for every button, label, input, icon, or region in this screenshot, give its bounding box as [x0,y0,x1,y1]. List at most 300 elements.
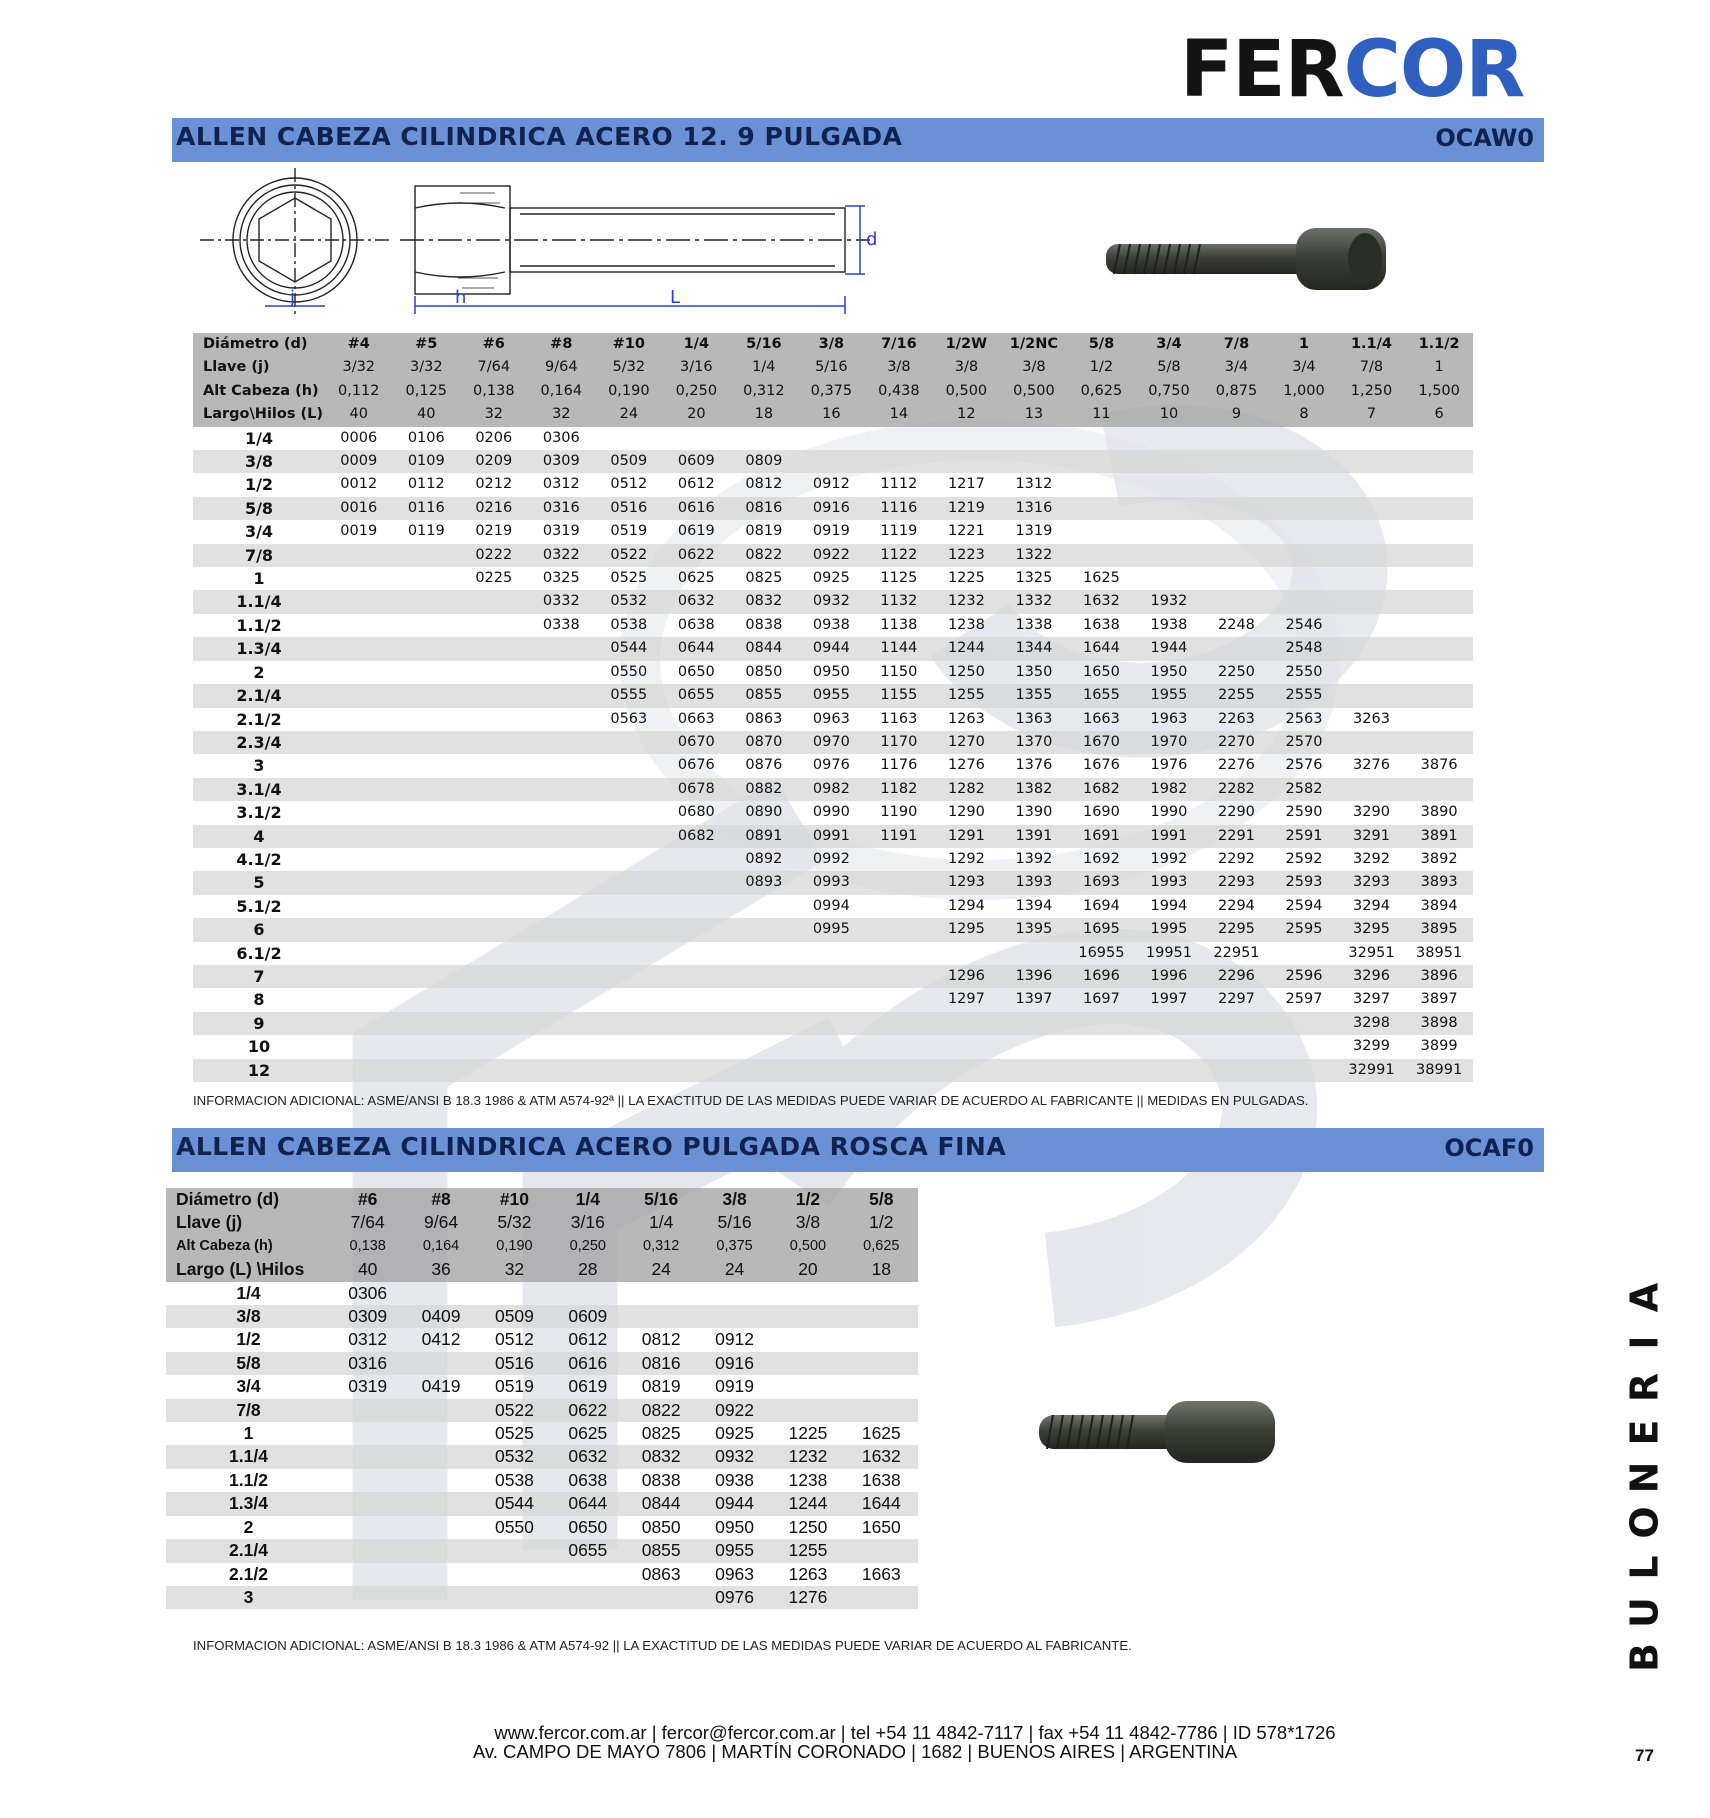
code-cell: 0932 [698,1445,771,1468]
code-cell: 0893 [730,871,798,894]
code-cell: 1963 [1150,710,1188,727]
code-cell [595,1035,663,1058]
code-cell: 0876 [745,757,783,774]
code-cell [331,1516,404,1539]
code-cell: 2591 [1270,825,1338,848]
code-cell: 1690 [1082,804,1120,821]
code-cell [1000,450,1068,473]
code-cell [528,1059,596,1082]
code-cell [393,1035,461,1058]
code-cell: 16955 [1078,944,1125,961]
table-row [193,965,1473,988]
table-row [166,1375,918,1398]
header-cell: 1/4 [551,1188,624,1211]
code-cell [325,942,393,965]
side-letter: N [1622,1461,1667,1494]
code-cell [595,731,663,754]
code-cell [1135,450,1203,473]
header-cell: 1.1/2 [1405,333,1473,356]
code-cell: 0838 [641,1469,681,1490]
code-cell [1270,1035,1338,1058]
code-cell [460,801,528,824]
code-cell: 1382 [1000,778,1068,801]
header-cell: 9 [1203,403,1271,426]
code-cell: 1238 [788,1469,828,1490]
code-cell [771,1328,844,1351]
code-cell: 0216 [460,497,528,520]
code-cell [325,895,393,918]
code-cell: 1650 [861,1516,901,1537]
code-cell: 2546 [1285,616,1323,633]
table-row [193,731,1473,754]
page-number: 77 [1635,1746,1654,1765]
code-cell [845,1282,918,1305]
code-cell: 2550 [1285,663,1323,680]
header-cell: 32 [528,403,596,426]
drawing-label-h: h [455,287,467,308]
code-cell: 0222 [460,544,528,567]
code-cell [663,988,731,1011]
code-cell [845,1586,918,1609]
section2-code: OCAF0 [1444,1134,1534,1162]
header-cell: 11 [1068,403,1136,426]
code-cell: 1255 [771,1539,844,1562]
table-row [193,590,1473,613]
code-cell [460,778,528,801]
code-cell: 1691 [1068,825,1136,848]
code-cell [460,825,528,848]
code-cell: 1316 [1000,497,1068,520]
section2-note: INFORMACION ADICIONAL: ASME/ANSI B 18.3 1986 & ATM A574-92 || LA EXACTITUD DE LAS MEDIDAS PUEDE VARIAR DE ACUERDO AL FABRICANTE. [193,1638,1132,1653]
code-cell [1135,544,1203,567]
code-cell [325,637,393,660]
code-cell: 0622 [551,1399,624,1422]
header-cell: 0,250 [551,1235,624,1258]
code-cell: 1697 [1082,991,1120,1008]
code-cell [1203,427,1271,450]
table-row [193,497,1473,520]
header-row-diametro [193,333,1473,356]
length-cell: 1/4 [244,428,274,448]
code-cell: 0844 [730,637,798,660]
code-cell [393,731,461,754]
code-cell: 2593 [1270,871,1338,894]
code-cell: 0619 [568,1376,608,1397]
code-cell: 1190 [880,804,918,821]
code-cell: 0306 [542,429,580,446]
code-cell: 2297 [1218,991,1255,1008]
code-cell: 2563 [1285,710,1323,727]
code-cell [551,1282,624,1305]
code-cell [730,965,798,988]
length-cell: 1/4 [236,1282,261,1303]
code-cell: 0816 [625,1352,698,1375]
code-cell [1203,497,1271,520]
header-cell: 5/16 [730,333,798,356]
code-cell [528,708,596,731]
code-cell: 1221 [947,523,985,540]
header-label-diametro: Diámetro (d) [193,333,325,356]
code-cell: 1255 [933,684,1001,707]
code-cell [865,918,933,941]
code-cell [933,450,1001,473]
header-cell: 0,750 [1135,380,1203,403]
code-cell: 0963 [812,710,850,727]
table-row [166,1586,918,1609]
code-cell [933,1059,1001,1082]
length-cell: 5.1/2 [236,896,282,916]
header-label-largo: Largo (L) \Hilos [166,1258,331,1281]
code-cell [393,871,461,894]
logo-text-cor: COR [1343,25,1525,115]
code-cell: 2295 [1203,918,1271,941]
header-cell: 1/2 [771,1188,844,1211]
code-cell: 1693 [1068,871,1136,894]
code-cell: 0922 [698,1399,771,1422]
code-cell [404,1586,477,1609]
length-cell: 3/8 [193,450,325,473]
code-cell: 32951 [1348,944,1395,961]
side-letter: R [1622,1372,1667,1403]
code-cell [595,965,663,988]
code-cell: 0632 [663,590,731,613]
code-cell: 2570 [1270,731,1338,754]
code-cell [933,1035,1001,1058]
code-cell: 1250 [947,663,985,680]
code-cell [845,1305,918,1328]
header-cell: #6 [460,333,528,356]
header-cell: 5/16 [625,1188,698,1211]
code-cell [325,590,393,613]
code-cell: 0680 [677,804,715,821]
code-cell: 3295 [1338,918,1406,941]
code-cell [528,731,596,754]
length-cell: 4 [193,825,325,848]
code-cell [393,1012,461,1035]
code-cell [1000,942,1068,965]
header-cell: 0,500 [933,380,1001,403]
code-cell: 0563 [610,710,648,727]
footer-contact: www.fercor.com.ar | fercor@fercor.com.ar | tel +54 11 4842-7117 | fax +54 11 4842-7786 | ID 578*1726 [494,1722,1336,1743]
header-row-diametro [166,1188,918,1211]
code-cell: 0006 [340,429,378,446]
table-row [193,848,1473,871]
code-cell: 2555 [1270,684,1338,707]
code-cell: 0225 [475,570,513,587]
code-cell: 1670 [1068,731,1136,754]
code-cell [730,1035,798,1058]
code-cell [1405,614,1473,637]
header-cell: 0,500 [771,1235,844,1258]
header-cell: 3/4 [1203,356,1271,379]
code-cell [865,848,933,871]
code-cell: 0882 [730,778,798,801]
header-cell: 3/8 [771,1211,844,1234]
section1-banner [172,118,1544,162]
header-cell: 3/8 [933,356,1001,379]
code-cell [1000,427,1068,450]
code-cell: 0522 [478,1399,551,1422]
code-cell [528,801,596,824]
length-cell: 3.1/2 [236,803,282,823]
code-cell: 1990 [1150,804,1188,821]
code-cell [1270,1059,1338,1082]
table-row [193,637,1473,660]
code-cell: 0678 [663,778,731,801]
code-cell [325,871,393,894]
code-cell [1405,473,1473,496]
code-cell [1068,473,1136,496]
code-cell: 0832 [730,590,798,613]
length-cell: 2.1/2 [229,1563,268,1584]
code-cell: 1393 [1000,871,1068,894]
header-cell: 0,190 [478,1235,551,1258]
code-cell: 2255 [1203,684,1271,707]
table-row [193,544,1473,567]
code-cell: 0950 [812,663,850,680]
code-cell [325,825,393,848]
table-row [166,1328,918,1351]
code-cell [1203,544,1271,567]
code-cell [460,965,528,988]
code-cell: 0209 [460,450,528,473]
code-cell: 1632 [1068,590,1136,613]
code-cell: 0532 [478,1445,551,1468]
table-row [193,1059,1473,1082]
code-cell [771,1305,844,1328]
code-cell [404,1352,477,1375]
length-cell: 2.1/2 [236,709,282,729]
code-cell [404,1563,477,1586]
code-cell [393,988,461,1011]
code-cell [528,1035,596,1058]
code-cell [460,708,528,731]
code-cell: 1644 [1068,637,1136,660]
code-cell [1405,567,1473,590]
code-cell: 1232 [933,590,1001,613]
code-cell [1338,731,1406,754]
code-cell [551,1563,624,1586]
code-cell: 1695 [1068,918,1136,941]
table-row [193,918,1473,941]
length-cell: 1.3/4 [166,1492,331,1515]
code-cell: 1391 [1000,825,1068,848]
code-cell: 1270 [933,731,1001,754]
code-cell [325,965,393,988]
code-cell [798,988,866,1011]
table-row [193,871,1473,894]
code-cell [1270,520,1338,543]
code-cell [1338,778,1406,801]
code-cell: 0819 [641,1376,681,1397]
code-cell [1135,1059,1203,1082]
code-cell: 0544 [595,637,663,660]
code-cell: 0632 [551,1445,624,1468]
code-cell: 0644 [551,1492,624,1515]
code-cell: 1370 [1000,731,1068,754]
length-cell: 2.1/4 [166,1539,331,1562]
code-cell: 1163 [880,710,918,727]
code-cell: 0670 [663,731,731,754]
header-row-alt [166,1235,918,1258]
code-cell: 1319 [1015,523,1053,540]
code-cell: 0119 [407,523,445,540]
code-cell [393,848,461,871]
code-cell: 0319 [542,523,580,540]
code-cell: 3897 [1420,991,1458,1008]
header-cell: 1/4 [625,1211,698,1234]
code-cell [325,778,393,801]
code-cell: 2248 [1218,616,1255,633]
code-cell [393,825,461,848]
code-cell: 1991 [1135,825,1203,848]
header-cell: #8 [404,1188,477,1211]
code-cell: 3899 [1420,1038,1458,1055]
code-cell: 0309 [331,1305,404,1328]
code-cell [393,708,461,731]
code-cell [865,871,933,894]
code-cell: 0676 [677,757,715,774]
code-cell: 2282 [1203,778,1271,801]
code-cell [325,544,393,567]
drawing-label-d: d [866,229,878,250]
length-cell: 2.3/4 [193,731,325,754]
code-cell [663,895,731,918]
length-cell: 9 [193,1012,325,1035]
header-cell: 1/2 [1068,356,1136,379]
code-cell [1405,637,1473,660]
code-cell: 0519 [494,1376,534,1397]
code-cell [325,754,393,777]
code-cell [1338,544,1406,567]
code-cell: 0938 [715,1469,755,1490]
code-cell [865,965,933,988]
length-cell: 10 [247,1037,271,1057]
header-cell: 7 [1338,403,1406,426]
code-cell: 0863 [745,710,783,727]
code-cell: 0855 [730,684,798,707]
length-cell: 1/2 [236,1329,261,1350]
code-cell [1405,731,1473,754]
code-cell: 1291 [933,825,1001,848]
header-cell: 1,000 [1270,380,1338,403]
code-cell [460,895,528,918]
code-cell [460,988,528,1011]
code-cell: 2294 [1218,897,1255,914]
code-cell: 0991 [798,825,866,848]
code-cell [1068,544,1136,567]
code-cell: 0955 [798,684,866,707]
code-cell: 1397 [1015,991,1053,1008]
table-row [193,520,1473,543]
code-cell: 0016 [325,497,393,520]
code-cell [393,590,461,613]
code-cell [1068,450,1136,473]
code-cell: 1290 [947,804,985,821]
length-cell: 6.1/2 [236,943,282,963]
table-row [193,778,1473,801]
code-cell: 1312 [1015,476,1053,493]
code-cell [1203,1012,1271,1035]
header-cell: #5 [393,333,461,356]
code-cell: 3890 [1420,804,1458,821]
code-cell [528,684,596,707]
header-cell: 18 [730,403,798,426]
code-cell: 0891 [730,825,798,848]
header-cell: 1 [1405,356,1473,379]
code-cell [331,1469,404,1492]
code-cell [625,1586,698,1609]
header-cell: 1/4 [730,356,798,379]
code-cell: 2291 [1203,825,1271,848]
section1-note: INFORMACION ADICIONAL: ASME/ANSI B 18.3 1986 & ATM A574-92ª || LA EXACTITUD DE LAS MEDIDAS PUEDE VARIAR DE ACUERDO AL FABRICANTE || MEDIDAS EN PULGADAS. [193,1093,1309,1108]
side-letter: B [1622,1643,1667,1672]
code-cell [771,1282,844,1305]
length-cell: 5/8 [166,1352,331,1375]
code-cell: 0412 [421,1329,461,1350]
code-cell: 1223 [933,544,1001,567]
code-cell: 1155 [865,684,933,707]
section1-code: OCAW0 [1435,124,1534,152]
length-cell: 1.1/2 [229,1469,268,1490]
code-cell [528,942,596,965]
code-cell [845,1352,918,1375]
code-cell: 1625 [1082,570,1120,587]
code-cell: 1116 [865,497,933,520]
code-cell: 0682 [663,825,731,848]
code-cell [771,1399,844,1422]
code-cell: 0925 [812,570,850,587]
code-cell [1000,1059,1068,1082]
header-cell: 1,500 [1405,380,1473,403]
code-cell: 2576 [1285,757,1323,774]
code-cell [460,754,528,777]
code-cell: 0992 [812,850,850,867]
code-cell [730,427,798,450]
table-row [193,825,1473,848]
header-cell: 12 [933,403,1001,426]
code-cell: 1344 [1000,637,1068,660]
header-label-llave: Llave (j) [166,1211,331,1234]
length-cell: 3 [253,756,265,776]
table-row [193,754,1473,777]
code-cell [1270,427,1338,450]
code-cell [865,450,933,473]
code-cell: 1376 [1015,757,1053,774]
header-cell: 0,312 [625,1235,698,1258]
code-cell [325,661,393,684]
code-cell [331,1492,404,1515]
code-cell [1338,567,1406,590]
code-cell [393,778,461,801]
code-cell: 1676 [1082,757,1120,774]
code-cell [325,988,393,1011]
header-cell: 3/4 [1135,333,1203,356]
code-cell: 0316 [528,497,596,520]
code-cell [393,801,461,824]
code-cell: 1122 [865,544,933,567]
code-cell: 1144 [865,637,933,660]
code-cell [1405,427,1473,450]
code-cell: 32991 [1338,1059,1406,1082]
code-cell: 0538 [494,1469,534,1490]
code-cell: 1982 [1135,778,1203,801]
code-cell: 1191 [865,825,933,848]
code-cell [460,684,528,707]
length-cell: 1.1/2 [236,615,282,635]
header-cell: 28 [551,1258,624,1281]
code-cell [460,637,528,660]
